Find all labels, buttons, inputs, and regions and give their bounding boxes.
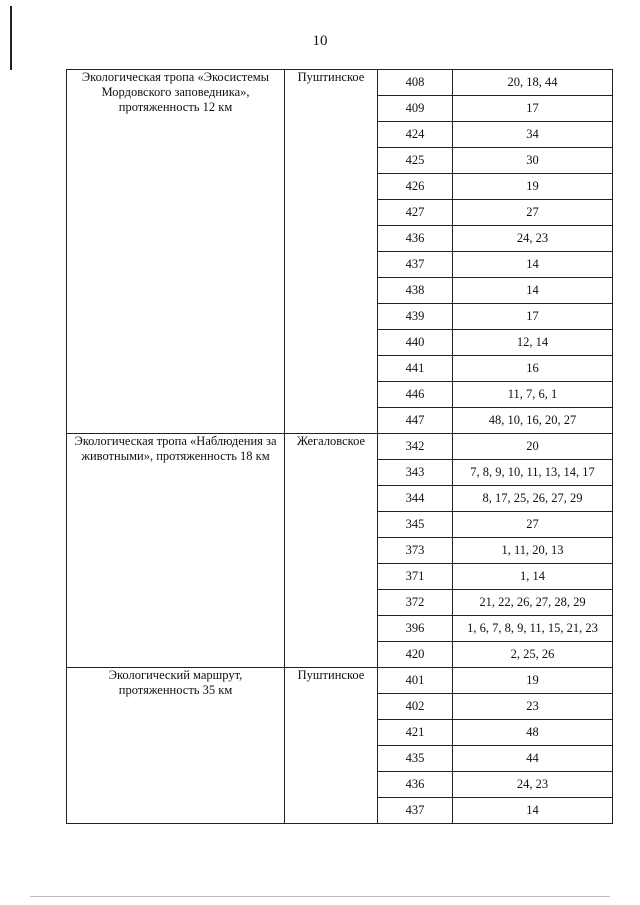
plot-numbers-cell: 14 [453, 798, 613, 824]
plot-numbers-cell: 12, 14 [453, 330, 613, 356]
quarter-number-cell: 344 [378, 486, 453, 512]
plot-numbers-cell: 14 [453, 278, 613, 304]
plot-numbers-cell: 7, 8, 9, 10, 11, 13, 14, 17 [453, 460, 613, 486]
plot-numbers-cell: 30 [453, 148, 613, 174]
quarter-number-cell: 436 [378, 772, 453, 798]
plot-numbers-cell: 23 [453, 694, 613, 720]
plot-numbers-cell: 24, 23 [453, 226, 613, 252]
plot-numbers-cell: 20 [453, 434, 613, 460]
quarter-number-cell: 402 [378, 694, 453, 720]
plot-numbers-cell: 2, 25, 26 [453, 642, 613, 668]
plot-numbers-cell: 1, 6, 7, 8, 9, 11, 15, 21, 23 [453, 616, 613, 642]
forestry-district-cell: Жегаловское [285, 434, 378, 668]
quarter-number-cell: 342 [378, 434, 453, 460]
plot-numbers-cell: 17 [453, 96, 613, 122]
quarter-number-cell: 426 [378, 174, 453, 200]
quarter-number-cell: 437 [378, 252, 453, 278]
quarter-number-cell: 435 [378, 746, 453, 772]
plot-numbers-cell: 27 [453, 512, 613, 538]
plot-numbers-cell: 8, 17, 25, 26, 27, 29 [453, 486, 613, 512]
plot-numbers-cell: 48 [453, 720, 613, 746]
plot-numbers-cell: 17 [453, 304, 613, 330]
forestry-district-cell: Пуштинское [285, 70, 378, 434]
quarter-number-cell: 420 [378, 642, 453, 668]
scan-edge [30, 896, 610, 897]
forestry-district-cell: Пуштинское [285, 668, 378, 824]
plot-numbers-cell: 44 [453, 746, 613, 772]
page-number: 10 [312, 33, 328, 49]
plot-numbers-cell: 19 [453, 668, 613, 694]
quarter-number-cell: 437 [378, 798, 453, 824]
quarter-number-cell: 425 [378, 148, 453, 174]
quarter-number-cell: 447 [378, 408, 453, 434]
plot-numbers-cell: 11, 7, 6, 1 [453, 382, 613, 408]
quarter-number-cell: 421 [378, 720, 453, 746]
plot-numbers-cell: 16 [453, 356, 613, 382]
quarter-number-cell: 343 [378, 460, 453, 486]
plot-numbers-cell: 24, 23 [453, 772, 613, 798]
plot-numbers-cell: 1, 14 [453, 564, 613, 590]
quarter-number-cell: 345 [378, 512, 453, 538]
quarter-number-cell: 401 [378, 668, 453, 694]
plot-numbers-cell: 34 [453, 122, 613, 148]
quarter-number-cell: 408 [378, 70, 453, 96]
route-name-cell: Экологическая тропа «Наблюдения за животными», протяженность 18 км [67, 434, 285, 668]
quarter-number-cell: 427 [378, 200, 453, 226]
plot-numbers-cell: 20, 18, 44 [453, 70, 613, 96]
quarter-number-cell: 441 [378, 356, 453, 382]
table-row [67, 434, 613, 460]
quarter-number-cell: 424 [378, 122, 453, 148]
plot-numbers-cell: 19 [453, 174, 613, 200]
plot-numbers-cell: 1, 11, 20, 13 [453, 538, 613, 564]
quarter-number-cell: 372 [378, 590, 453, 616]
plot-numbers-cell: 21, 22, 26, 27, 28, 29 [453, 590, 613, 616]
quarter-number-cell: 439 [378, 304, 453, 330]
quarter-number-cell: 446 [378, 382, 453, 408]
quarter-number-cell: 409 [378, 96, 453, 122]
quarter-number-cell: 436 [378, 226, 453, 252]
table-row [67, 70, 613, 96]
quarter-number-cell: 396 [378, 616, 453, 642]
route-table-body [67, 70, 613, 824]
route-name-cell: Экологическая тропа «Экосистемы Мордовского заповедника», протяженность 12 км [67, 70, 285, 434]
plot-numbers-cell: 48, 10, 16, 20, 27 [453, 408, 613, 434]
route-table [66, 69, 613, 824]
table-row [67, 668, 613, 694]
quarter-number-cell: 371 [378, 564, 453, 590]
plot-numbers-cell: 14 [453, 252, 613, 278]
quarter-number-cell: 373 [378, 538, 453, 564]
quarter-number-cell: 440 [378, 330, 453, 356]
plot-numbers-cell: 27 [453, 200, 613, 226]
quarter-number-cell: 438 [378, 278, 453, 304]
route-name-cell: Экологический маршрут, протяженность 35 км [67, 668, 285, 824]
